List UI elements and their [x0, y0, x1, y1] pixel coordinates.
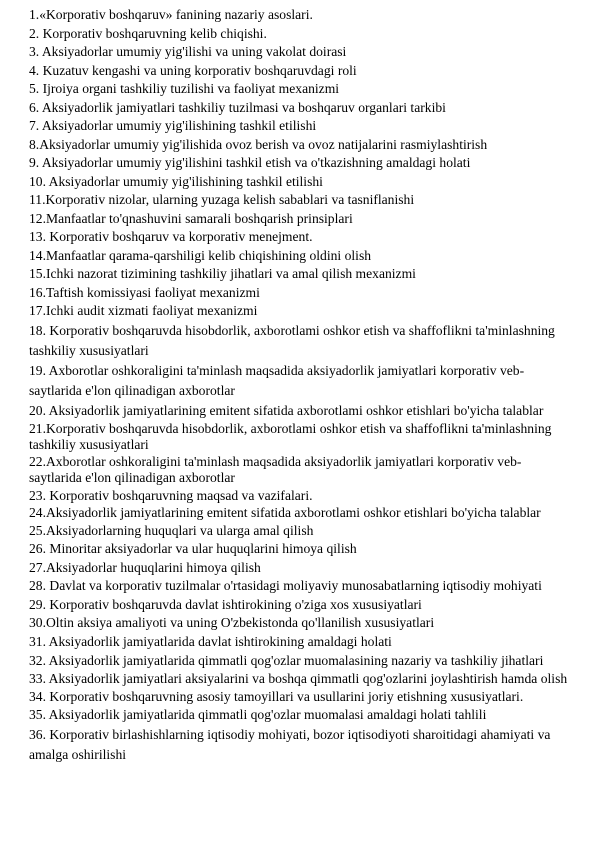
list-item: 15.Ichki nazorat tizimining tashkiliy jihatlari va amal qilish mexanizmi [29, 266, 416, 281]
list-item: 36. Korporativ birlashishlarning iqtisodiy mohiyati, bozor iqtisodiyoti sharoitidagi ahamiyati va amalga oshirilishi [29, 726, 551, 762]
list-item: 6. Aksiyadorlik jamiyatlari tashkiliy tuzilmasi va boshqaruv organlari tarkibi [29, 99, 446, 115]
list-item: 10. Aksiyadorlar umumiy yig'ilishining tashkil etilishi [29, 173, 323, 189]
list-item: 14.Manfaatlar qarama-qarshiligi kelib chiqishining oldini olish [29, 247, 372, 263]
list-item: 11.Korporativ nizolar, ularning yuzaga kelish sabablari va tasniflanishi [29, 192, 415, 207]
list-item: 29. Korporativ boshqaruvda davlat ishtirokining o'ziga xos xususiyatlari [29, 596, 422, 612]
list-item: 23. Korporativ boshqaruvning maqsad va vazifalari. [29, 487, 313, 503]
list-item: 34. Korporativ boshqaruvning asosiy tamoyillari va usullarini joriy etishning xususiyatlari. [29, 688, 524, 704]
list-item: 32. Aksiyadorlik jamiyatlarida qimmatli qog'ozlar muomalasining nazariy va tashkiliy jihatlari [29, 653, 544, 668]
list-item: 21.Korporativ boshqaruvda hisobdorlik, axborotlami oshkor etish va shaffoflikni ta'minlashning tashkiliy xususiyatlari [29, 420, 552, 452]
list-item: 16.Taftish komissiyasi faoliyat mexanizmi [29, 284, 260, 300]
list-item: 5. Ijroiya organi tashkiliy tuzilishi va faoliyat mexanizmi [29, 81, 340, 96]
list-item: 27.Aksiyadorlar huquqlarini himoya qilish [29, 559, 261, 575]
list-item: 26. Minoritar aksiyadorlar va ular huquqlarini himoya qilish [29, 541, 357, 556]
list-item: 35. Aksiyadorlik jamiyatlarida qimmatli qog'ozlar muomalasi amaldagi holati tahlili [29, 707, 487, 722]
list-item: 3. Aksiyadorlar umumiy yig'ilishi va uning vakolat doirasi [29, 44, 347, 59]
list-item: 20. Aksiyadorlik jamiyatlarining emitent sifatida axborotlami oshkor etishlari bo'yicha talablar [29, 402, 544, 418]
list-item: 13. Korporativ boshqaruv va korporativ menejment. [29, 229, 313, 244]
list-item: 33. Aksiyadorlik jamiyatlari aksiyalarini va boshqa qimmatli qog'ozlarini joylashtirish hamda olish [29, 671, 568, 686]
list-item: 22.Axborotlar oshkoraligini ta'minlash maqsadida aksiyadorlik jamiyatlari korporativ veb-saytlarida e'lon qilinadigan axborotlar [29, 453, 522, 485]
list-item: 8.Aksiyadorlar umumiy yig'ilishida ovoz berish va ovoz natijalarini rasmiylashtirish [29, 136, 488, 152]
list-item: 18. Korporativ boshqaruvda hisobdorlik, axborotlami oshkor etish va shaffoflikni ta'minlashning tashkiliy xususiyatlari [29, 322, 555, 358]
list-item: 9. Aksiyadorlar umumiy yig'ilishini tashkil etish va o'tkazishning amaldagi holati [29, 155, 471, 170]
list-item: 24.Aksiyadorlik jamiyatlarining emitent sifatida axborotlami oshkor etishlari bo'yicha talablar [29, 505, 541, 520]
list-item: 19. Axborotlar oshkoraligini ta'minlash maqsadida aksiyadorlik jamiyatlari korporativ veb-saytlarida e'lon qilinadigan axborotlar [29, 362, 525, 398]
list-item: 2. Korporativ boshqaruvning kelib chiqishi. [29, 25, 267, 41]
list-item: 30.Oltin aksiya amaliyoti va uning O'zbekistonda qo'llanilish xususiyatlari [29, 615, 435, 630]
document-page [29, 6, 569, 765]
list-item: 28. Davlat va korporativ tuzilmalar o'rtasidagi moliyaviy munosabatlarning iqtisodiy mohiyati [29, 578, 542, 593]
list-item: 4. Kuzatuv kengashi va uning korporativ boshqaruvdagi roli [29, 62, 357, 78]
list-item: 25.Aksiyadorlarning huquqlari va ularga amal qilish [29, 522, 314, 538]
list-item: 1.«Korporativ boshqaruv» fanining nazariy asoslari. [29, 7, 313, 22]
list-item: 17.Ichki audit xizmati faoliyat mexanizmi [29, 303, 258, 318]
list-item: 12.Manfaatlar to'qnashuvini samarali boshqarish prinsiplari [29, 210, 353, 226]
list-item: 31. Aksiyadorlik jamiyatlarida davlat ishtirokining amaldagi holati [29, 633, 392, 649]
list-item: 7. Aksiyadorlar umumiy yig'ilishining tashkil etilishi [29, 118, 317, 133]
